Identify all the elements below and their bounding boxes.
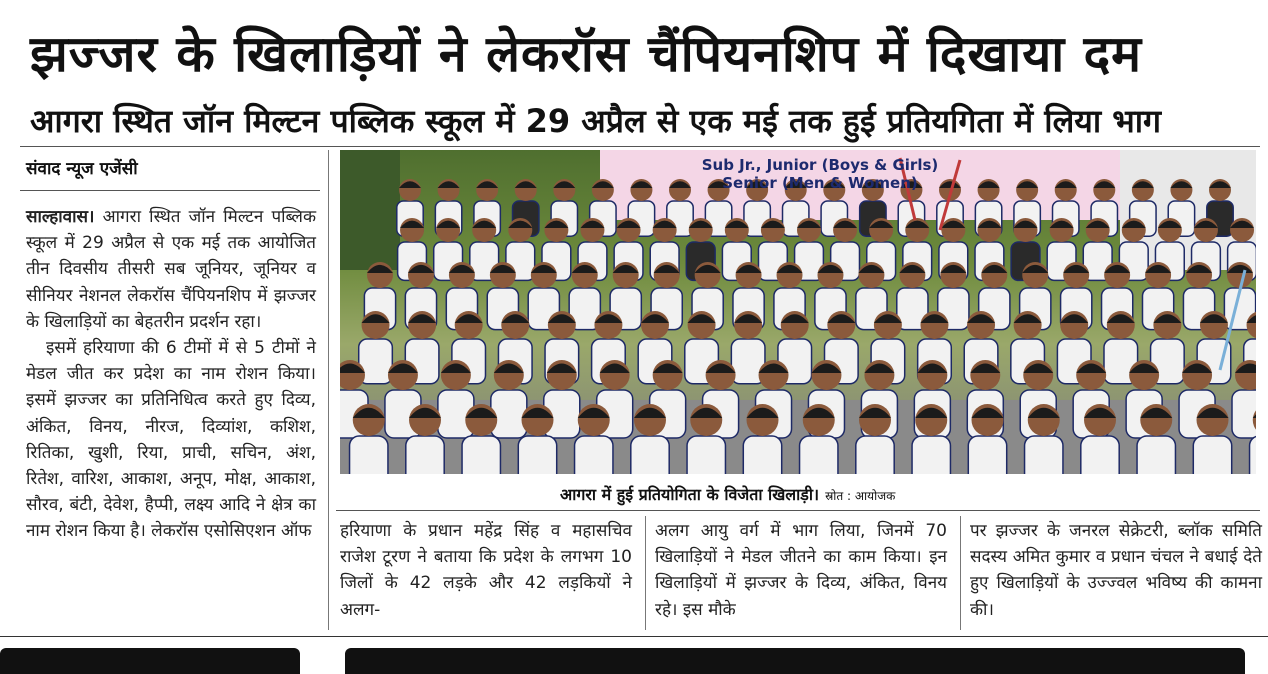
column-divider — [645, 516, 646, 630]
byline: संवाद न्यूज एजेंसी — [26, 159, 138, 179]
player-jersey — [800, 436, 838, 474]
player-jersey — [912, 436, 950, 474]
article-column-1 — [26, 204, 316, 634]
photo-credit: स्रोत : आयोजक — [825, 489, 896, 503]
player-jersey — [687, 436, 725, 474]
player-jersey — [1250, 436, 1256, 474]
photo-caption — [560, 482, 1080, 508]
player-jersey — [631, 436, 669, 474]
player-jersey — [743, 436, 781, 474]
dateline: साल्हावास। — [26, 207, 95, 227]
column-divider — [328, 150, 329, 630]
player-jersey — [968, 436, 1006, 474]
player-jersey — [462, 436, 500, 474]
headline-rule — [20, 146, 1260, 147]
photo-banner-line-1: Sub Jr., Junior (Boys & Girls) — [701, 156, 939, 174]
article-paragraph-1: आगरा स्थित जॉन मिल्टन पब्लिक स्कूल में 29 अप्रैल से एक मई तक आयोजित तीन दिवसीय तीसरी सब जूनियर, जूनियर व सीनियर नेशनल लेकरॉस चैंपियनशिप में झज्जर के खिलाड़ियों का बेहतरीन प्रदर्शन रहा। — [26, 207, 317, 332]
player-jersey — [491, 390, 527, 438]
photo-banner — [660, 156, 980, 196]
page-subtitle: आगरा स्थित जॉन मिल्टन पब्लिक स्कूल में 29 अप्रैल से एक मई तक हुई प्रतियगिता में लिया भाग — [30, 102, 1162, 140]
bottom-rule — [0, 636, 1268, 637]
player-jersey — [1193, 436, 1231, 474]
team-photo-illustration — [340, 150, 1256, 474]
caption-rule — [336, 510, 1260, 511]
trees — [340, 150, 400, 270]
player-jersey — [1081, 436, 1119, 474]
article-column-4: पर झज्जर के जनरल सेक्रेटरी, ब्लॉक समिति सदस्य अमित कुमार व प्रधान चंचल ने बधाई देते हुए खिलाड़ियों के उज्ज्वल भविष्य की कामना की। — [970, 521, 1262, 620]
page-title: झज्जर के खिलाड़ियों ने लेकरॉस चैंपियनशिप में दिखाया दम — [30, 25, 1143, 83]
cropped-headline-fragment — [345, 648, 1245, 674]
player-jersey — [1137, 436, 1175, 474]
next-article-cropped — [0, 640, 1268, 674]
cropped-headline-fragment — [0, 648, 300, 674]
player-jersey — [575, 436, 613, 474]
player-jersey — [406, 436, 444, 474]
player-jersey — [1232, 390, 1256, 438]
photo-caption-text: आगरा में हुई प्रतियोगिता के विजेता खिलाड़ी। — [560, 485, 820, 504]
article-column-3: अलग आयु वर्ग में भाग लिया, जिनमें 70 खिलाड़ियों ने मेडल जीतने का काम किया। इन खिलाड़ियों में झज्जर के दिव्य, अंकित, विनय रहे। इस मौके — [655, 521, 947, 620]
team-photo — [340, 150, 1256, 474]
article-paragraph-2: इसमें हरियाणा की 6 टीमों में से 5 टीमों ने मेडल जीत कर प्रदेश का नाम रोशन किया। इसमें झज्जर का प्रतिनिधित्व करते हुए दिव्य, अंकित, विनय, नीरज, दिव्यांश, कशिश, रितिका, खुशी, रिया, प्राची, सचिन, अंश, रितेश, वारिश, आकाश, अनूप, मोक्ष, आकाश, सौरव, बंटी, देवेश, हैप्पी, लक्ष्य आदि ने क्षेत्र का नाम रोशन किया है। लेकरॉस एसोसिएशन ऑफ — [26, 338, 316, 542]
column-divider — [960, 516, 961, 630]
byline-rule — [20, 190, 320, 191]
article-column-2: हरियाणा के प्रधान महेंद्र सिंह व महासचिव राजेश टूरण ने बताया कि प्रदेश के लगभग 10 जिलों के 42 लड़के और 42 लड़कियों ने अलग- — [340, 521, 632, 620]
photo-banner-line-2: Senior (Men & Women) — [722, 174, 918, 192]
player-jersey — [1025, 436, 1063, 474]
player-jersey — [518, 436, 556, 474]
player-jersey — [856, 436, 894, 474]
player-jersey — [350, 436, 388, 474]
